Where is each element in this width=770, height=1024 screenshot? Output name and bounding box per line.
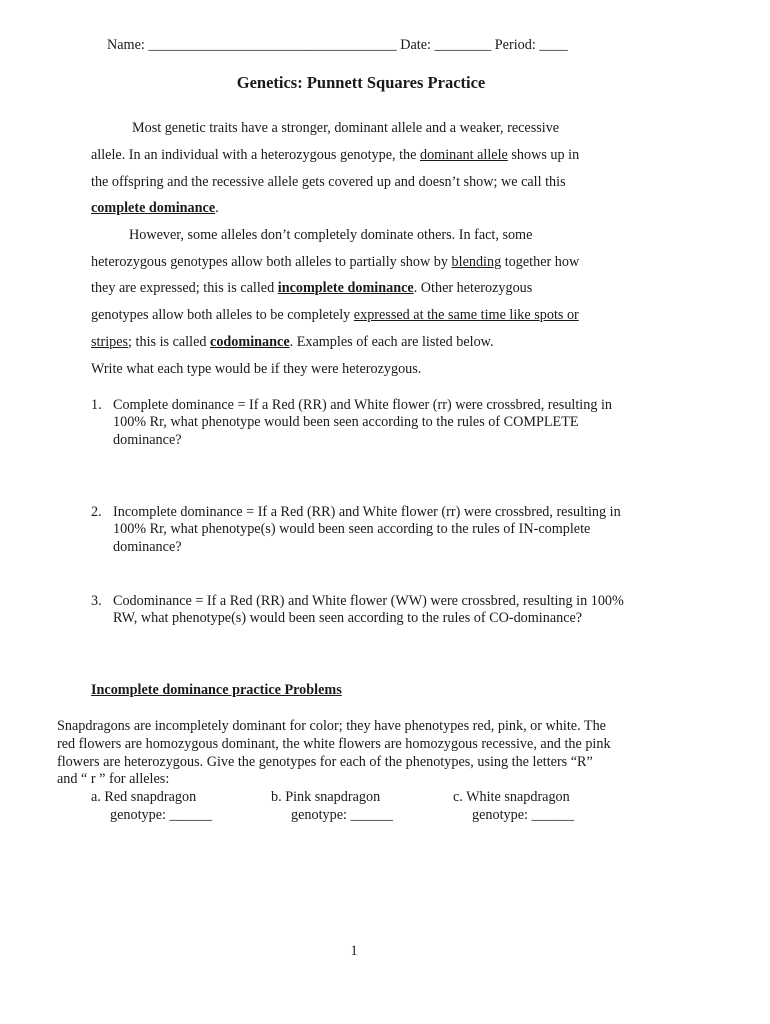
text-span: . Other heterozygous xyxy=(413,280,533,296)
header-line xyxy=(107,37,568,54)
text-span: . xyxy=(215,200,219,216)
question-number: 1. xyxy=(91,397,102,413)
term-blending: blending xyxy=(451,254,502,270)
question-line: Incomplete dominance = If a Red (RR) and White flower (rr) were crossbred, resulting in xyxy=(113,504,621,520)
name-label: Name: xyxy=(107,37,145,53)
item-red-genotype[interactable]: genotype: ______ xyxy=(110,807,213,823)
item-white-genotype[interactable]: genotype: ______ xyxy=(472,807,575,823)
intro-p1-line3: the offspring and the recessive allele gets covered up and doesn’t show; we call this xyxy=(91,174,566,190)
question-line: dominance? xyxy=(113,432,182,448)
text-span: genotypes allow both alleles to be completely xyxy=(91,307,354,323)
text-span: shows up in xyxy=(507,147,580,163)
text-span: allele. In an individual with a heterozygous genotype, the xyxy=(91,147,420,163)
item-red-label: a. Red snapdragon xyxy=(91,789,197,805)
page-title: Genetics: Punnett Squares Practice xyxy=(236,73,486,92)
date-blank[interactable]: ________ xyxy=(434,37,492,53)
question-line: RW, what phenotype(s) would been seen according to the rules of CO-dominance? xyxy=(113,610,583,626)
intro-p2-line5 xyxy=(91,334,494,351)
date-label: Date: xyxy=(400,37,431,53)
term-complete-dominance: complete dominance xyxy=(91,200,216,216)
intro-p2-line2 xyxy=(91,254,579,271)
intro-p1-line1: Most genetic traits have a stronger, dominant allele and a weaker, recessive xyxy=(132,120,560,136)
period-label: Period: xyxy=(494,37,536,53)
text-span: together how xyxy=(501,254,580,270)
practice-line: flowers are heterozygous. Give the genotypes for each of the phenotypes, using the letters “R” xyxy=(57,754,593,770)
intro-instruction: Write what each type would be if they were heterozygous. xyxy=(91,361,422,377)
term-stripes: stripes xyxy=(91,334,129,350)
item-white-label: c. White snapdragon xyxy=(453,789,570,805)
text-span: . Examples of each are listed below. xyxy=(289,334,494,350)
term-codominance: codominance xyxy=(210,334,290,350)
practice-line: and “ r ” for alleles: xyxy=(57,771,170,787)
question-line: dominance? xyxy=(113,539,182,555)
question-line: Complete dominance = If a Red (RR) and White flower (rr) were crossbred, resulting in xyxy=(113,397,613,413)
question-line: Codominance = If a Red (RR) and White flower (WW) were crossbred, resulting in 100% xyxy=(113,593,624,609)
intro-p1-line4 xyxy=(91,200,219,217)
text-span: ; this is called xyxy=(128,334,211,350)
text-span: they are expressed; this is called xyxy=(91,280,278,296)
period-blank[interactable]: ____ xyxy=(539,37,568,53)
question-line: 100% Rr, what phenotype(s) would been seen according to the rules of IN-complete xyxy=(113,521,591,537)
practice-line: red flowers are homozygous dominant, the white flowers are homozygous recessive, and the pink xyxy=(57,736,611,752)
text-span: heterozygous genotypes allow both alleles to partially show by xyxy=(91,254,452,270)
intro-p2-line3 xyxy=(91,280,532,297)
intro-p2-line1: However, some alleles don’t completely dominate others. In fact, some xyxy=(129,227,533,243)
intro-p1-line2 xyxy=(91,147,579,164)
question-line: 100% Rr, what phenotype would been seen according to the rules of COMPLETE xyxy=(113,414,579,430)
intro-p2-line4 xyxy=(91,307,579,324)
page-number: 1 xyxy=(350,943,358,959)
practice-heading: Incomplete dominance practice Problems xyxy=(91,682,342,698)
term-incomplete-dominance: incomplete dominance xyxy=(277,280,414,296)
name-blank[interactable]: ___________________________________ xyxy=(148,37,397,53)
question-number: 3. xyxy=(91,593,102,609)
item-pink-genotype[interactable]: genotype: ______ xyxy=(291,807,394,823)
term-dominant-allele: dominant allele xyxy=(419,147,508,163)
item-pink-label: b. Pink snapdragon xyxy=(271,789,381,805)
practice-line: Snapdragons are incompletely dominant for color; they have phenotypes red, pink, or white. The xyxy=(57,718,606,734)
question-number: 2. xyxy=(91,504,102,520)
term-expressed-same-time: expressed at the same time like spots or xyxy=(353,307,579,323)
